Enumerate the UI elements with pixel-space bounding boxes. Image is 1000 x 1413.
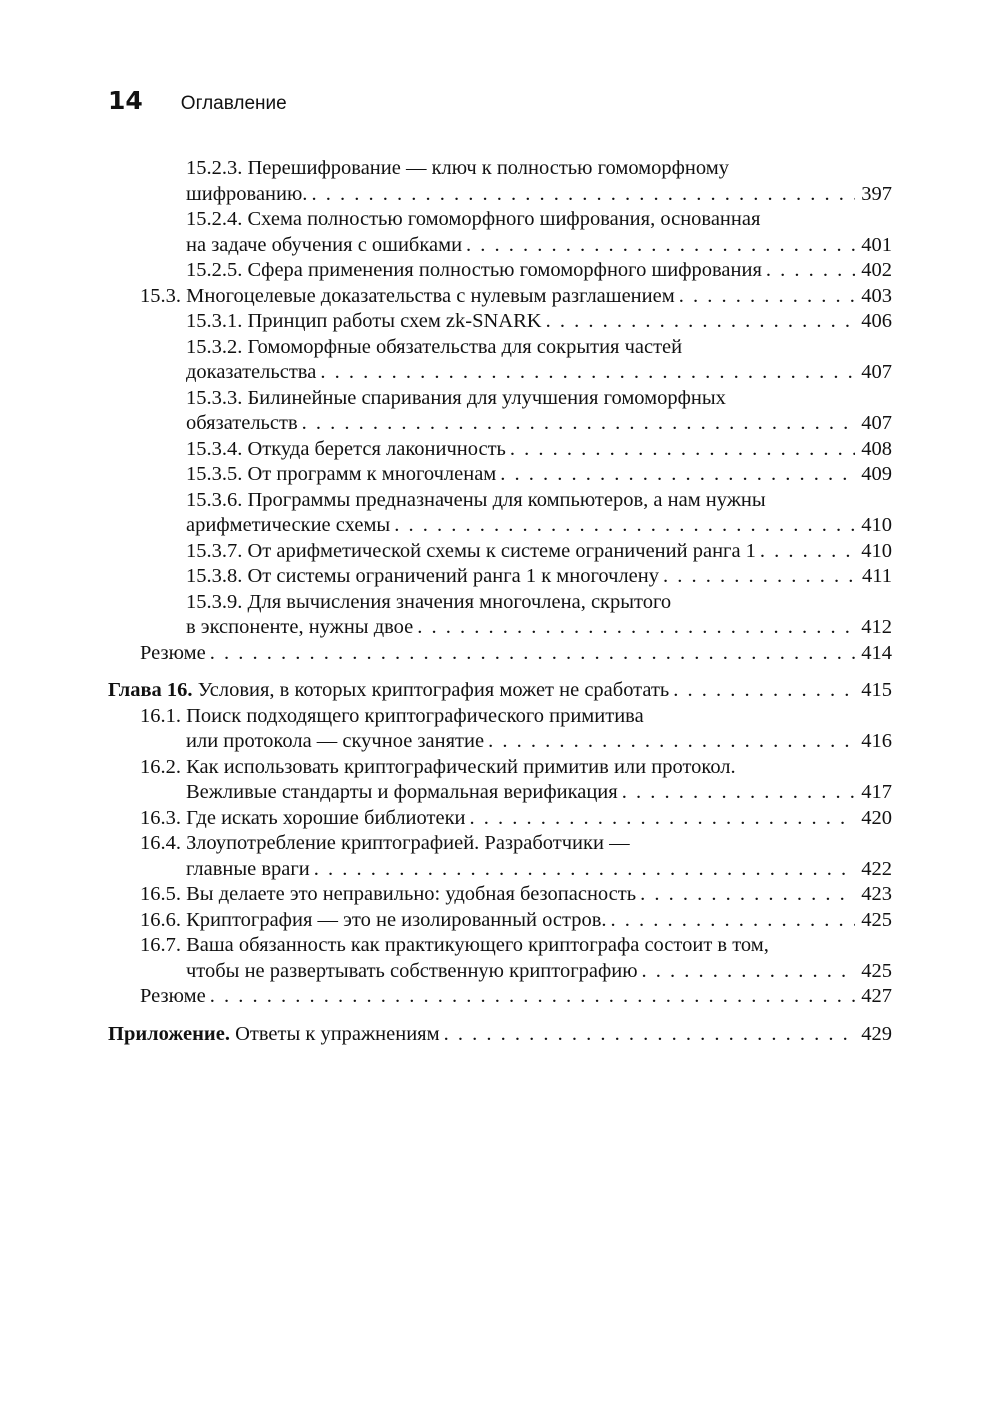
toc-entry-text: доказательства: [186, 361, 317, 383]
toc-entry[interactable]: [108, 488, 892, 539]
toc-entry-line-final: [108, 233, 892, 259]
toc-entry-text: Резюме: [140, 985, 206, 1007]
dot-leader: [394, 513, 855, 539]
dot-leader: [470, 806, 856, 832]
toc-entry[interactable]: [108, 806, 892, 832]
toc-entry[interactable]: [108, 437, 892, 463]
toc-entry-text: 15.3.3. Билинейные спаривания для улучшения гомоморфных: [186, 386, 726, 409]
toc-entry-line-final: [108, 882, 892, 908]
toc-entry-line-final: [108, 360, 892, 386]
dot-leader: [663, 564, 856, 590]
toc-page-number: 408: [861, 437, 892, 460]
toc-entry-text: 15.3.5. От программ к многочленам: [186, 463, 497, 485]
toc-page-number: 402: [861, 259, 892, 281]
toc-entry-line: [108, 207, 892, 233]
toc-entry-line-final: [108, 1022, 892, 1048]
toc-page-number: 410: [861, 539, 892, 562]
toc-entry-line-final: [108, 411, 892, 437]
dot-leader: [640, 882, 855, 908]
toc-entry[interactable]: [108, 156, 892, 207]
dot-leader: [611, 908, 856, 934]
toc-entry-text: Ответы к упражнениям: [235, 1022, 440, 1045]
toc-entry-text: чтобы не развертывать собственную криптографию: [186, 959, 638, 982]
toc-entry-text: 15.3.2. Гомоморфные обязательства для сокрытия частей: [186, 335, 683, 358]
toc-page-number: 415: [861, 679, 892, 701]
dot-leader: [622, 780, 856, 806]
running-head-title: Оглавление: [180, 93, 287, 114]
toc-entry[interactable]: [108, 462, 892, 488]
toc-page-number: 410: [861, 514, 892, 536]
toc-entry[interactable]: [108, 1022, 892, 1048]
toc-entry-text: 15.3.6. Программы предназначены для компьютеров, а нам нужны: [186, 488, 766, 511]
toc-entry[interactable]: [108, 984, 892, 1010]
toc-entry-line-final: [108, 857, 892, 883]
toc-entry-label: Приложение.: [108, 1022, 230, 1045]
toc-entry-line-final: [108, 513, 892, 539]
toc-entry[interactable]: [108, 207, 892, 258]
toc-entry-text: или протокола — скучное занятие: [186, 730, 485, 752]
toc-page-number: 425: [861, 959, 892, 982]
toc-entry-text: 15.2.4. Схема полностью гомоморфного шифрования, основанная: [186, 208, 761, 230]
toc-entry-line: [108, 933, 892, 959]
toc-entry[interactable]: [108, 284, 892, 310]
toc-entry-text: 15.3.4. Откуда берется лаконичность: [186, 437, 506, 460]
toc-entry-text: арифметические схемы: [186, 514, 391, 536]
toc-entry[interactable]: [108, 309, 892, 335]
toc-page-number: 417: [861, 781, 892, 803]
toc-entry-text: 15.3. Многоцелевые доказательства с нулевым разглашением: [140, 284, 675, 307]
toc-entry-line-final: [108, 539, 892, 565]
dot-leader: [679, 284, 856, 310]
toc-entry-line-final: [108, 959, 892, 985]
toc-entry-label: Глава 16.: [108, 679, 193, 701]
toc-entry[interactable]: [108, 882, 892, 908]
toc-page-number: 429: [861, 1022, 892, 1045]
toc-page-number: 416: [861, 730, 892, 752]
toc-entry-line-final: [108, 678, 892, 704]
toc-entry-line: [108, 335, 892, 361]
toc-entry-text: 15.2.5. Сфера применения полностью гомоморфного шифрования: [186, 259, 762, 281]
toc-entry-line-final: [108, 615, 892, 641]
toc-entry-text: 15.3.8. От системы ограничений ранга 1 к многочлену: [186, 565, 659, 587]
toc-entry[interactable]: [108, 641, 892, 667]
toc-entry-text: 16.3. Где искать хорошие библиотеки: [140, 806, 466, 829]
toc-entry-line: [108, 386, 892, 412]
toc-page-number: 427: [861, 985, 892, 1007]
dot-leader: [311, 182, 855, 208]
toc-entry-text: 16.1. Поиск подходящего криптографического примитива: [140, 704, 644, 727]
toc-page-number: 403: [861, 284, 892, 307]
toc-page-number: 401: [861, 233, 892, 256]
chapter-gap: [108, 1010, 892, 1022]
dot-leader: [673, 678, 855, 704]
toc-entry-text: 16.6. Криптография — это не изолированный остров.: [140, 908, 607, 931]
toc-entry[interactable]: [108, 704, 892, 755]
toc-entry-text: шифрованию.: [186, 182, 308, 205]
toc-entry[interactable]: [108, 386, 892, 437]
toc-entry-line-final: [108, 258, 892, 284]
toc-entry-text: Условия, в которых криптография может не сработать: [197, 679, 670, 701]
dot-leader: [210, 641, 856, 667]
toc-entry-line-final: [108, 641, 892, 667]
dot-leader: [314, 857, 855, 883]
toc-entry-line-final: [108, 182, 892, 208]
dot-leader: [510, 437, 855, 463]
toc-page-number: 422: [861, 857, 892, 880]
dot-leader: [417, 615, 855, 641]
toc-entry-line-final: [108, 309, 892, 335]
toc-page-number: 411: [862, 565, 892, 587]
toc-entry-text: главные враги: [186, 857, 310, 880]
toc-page-number: 425: [861, 908, 892, 931]
toc-entry[interactable]: [108, 539, 892, 565]
page-number: 14: [108, 86, 143, 115]
toc-page-number: 412: [861, 616, 892, 638]
dot-leader: [210, 984, 856, 1010]
toc-entry-line: [108, 590, 892, 616]
toc-entry-text: на задаче обучения с ошибками: [186, 233, 463, 256]
dot-leader: [760, 539, 855, 565]
toc-entry[interactable]: [108, 678, 892, 704]
toc-entry-text: 15.3.1. Принцип работы схем zk-SNARK: [186, 310, 542, 332]
dot-leader: [466, 233, 855, 259]
toc-entry-text: в экспоненте, нужны двое: [186, 616, 414, 638]
chapter-gap: [108, 666, 892, 678]
toc-entry-line-final: [108, 806, 892, 832]
toc-entry-text: 15.2.3. Перешифрование — ключ к полностью гомоморфному: [186, 157, 729, 179]
toc-entry-line-final: [108, 780, 892, 806]
toc-entry-line: [108, 704, 892, 730]
toc-entry[interactable]: [108, 755, 892, 806]
toc-entry-line: [108, 156, 892, 182]
dot-leader: [642, 959, 856, 985]
toc-entry[interactable]: [108, 933, 892, 984]
toc-entry[interactable]: [108, 908, 892, 934]
toc-entry-line-final: [108, 729, 892, 755]
toc-entry-line-final: [108, 984, 892, 1010]
toc-entry-line-final: [108, 437, 892, 463]
dot-leader: [444, 1022, 856, 1048]
toc-entry-text: 16.7. Ваша обязанность как практикующего криптографа состоит в том,: [140, 934, 769, 956]
running-head: [108, 86, 287, 120]
toc-entry[interactable]: [108, 564, 892, 590]
toc-entry-text: 16.4. Злоупотребление криптографией. Разработчики —: [140, 832, 630, 854]
toc-entry-line-final: [108, 462, 892, 488]
table-of-contents: [108, 156, 892, 1047]
toc-entry-text: 16.2. Как использовать криптографический примитив или протокол.: [140, 755, 736, 778]
toc-page-number: 406: [861, 310, 892, 332]
dot-leader: [766, 258, 855, 284]
toc-entry-line: [108, 755, 892, 781]
dot-leader: [488, 729, 855, 755]
toc-entry[interactable]: [108, 590, 892, 641]
toc-entry-line: [108, 488, 892, 514]
toc-entry-line-final: [108, 908, 892, 934]
toc-entry-line-final: [108, 284, 892, 310]
toc-page-number: 414: [861, 641, 892, 664]
toc-entry[interactable]: [108, 258, 892, 284]
toc-entry[interactable]: [108, 335, 892, 386]
toc-entry[interactable]: [108, 831, 892, 882]
dot-leader: [500, 462, 855, 488]
toc-entry-text: 15.3.9. Для вычисления значения многочлена, скрытого: [186, 590, 672, 613]
dot-leader: [546, 309, 856, 335]
dot-leader: [320, 360, 855, 386]
toc-entry-text: 16.5. Вы делаете это неправильно: удобная безопасность: [140, 883, 637, 905]
toc-page-number: 420: [861, 806, 892, 829]
toc-entry-text: обязательств: [186, 412, 298, 434]
toc-entry-text: Вежливые стандарты и формальная верификация: [186, 781, 618, 803]
toc-page-number: 407: [861, 412, 892, 434]
toc-entry-line: [108, 831, 892, 857]
toc-entry-text: Резюме: [140, 641, 206, 664]
toc-page-number: 407: [861, 361, 892, 383]
toc-page-number: 423: [861, 883, 892, 905]
toc-entry-text: 15.3.7. От арифметической схемы к системе ограничений ранга 1: [186, 539, 756, 562]
toc-page-number: 397: [861, 182, 892, 205]
toc-entry-line-final: [108, 564, 892, 590]
dot-leader: [302, 411, 856, 437]
toc-page-number: 409: [861, 463, 892, 485]
